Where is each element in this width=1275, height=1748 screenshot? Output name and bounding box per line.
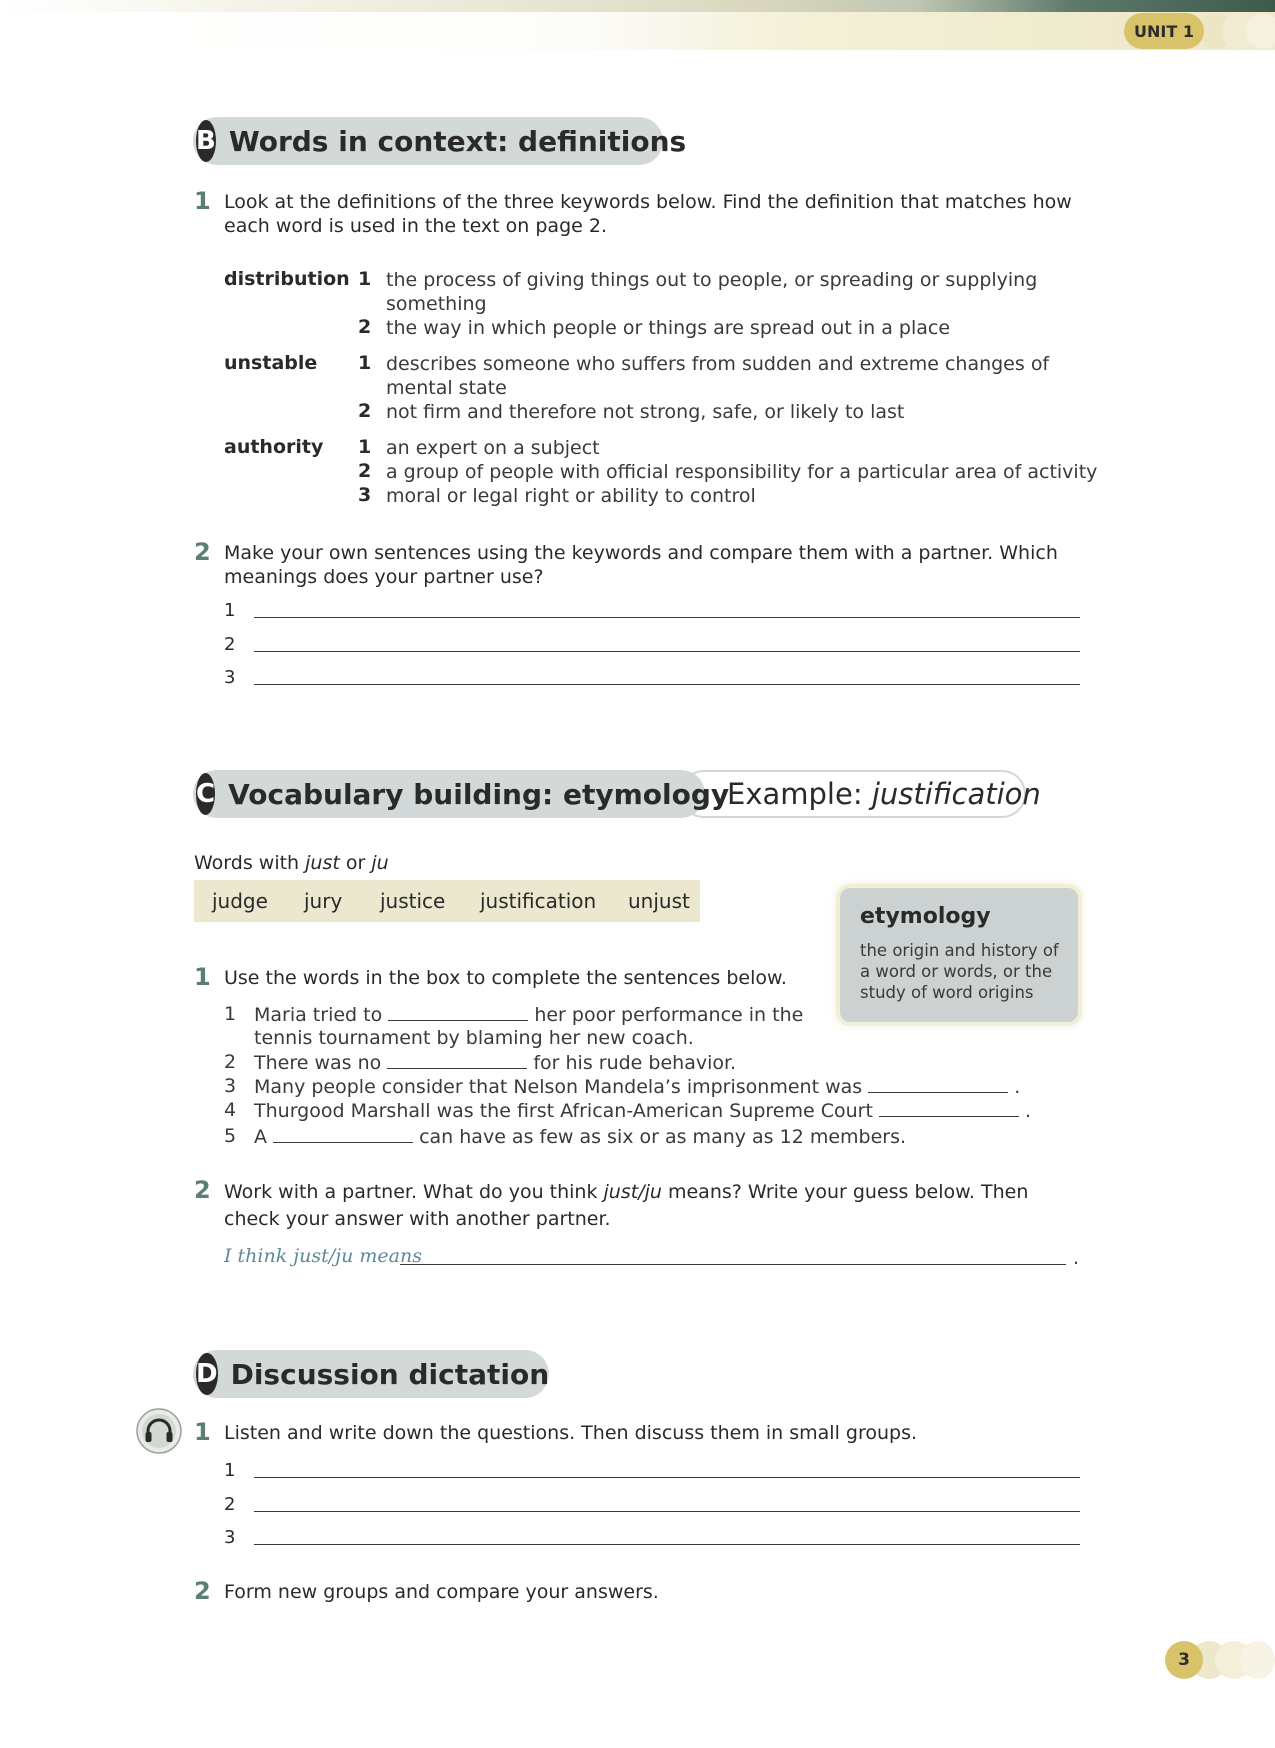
word-box-item: judge <box>212 889 268 913</box>
instruction-line: Make your own sentences using the keywords and compare them with a partner. Which <box>224 542 1058 564</box>
instruction-line: meanings does your partner use? <box>224 566 544 588</box>
answer-line[interactable] <box>254 1511 1080 1512</box>
words-with-ju: ju <box>371 852 389 874</box>
word-box-item: justification <box>480 889 597 913</box>
instruction-line: check your answer with another partner. <box>224 1208 611 1230</box>
section-c-title: Vocabulary building: etymology <box>228 777 730 811</box>
words-with-text: Words with <box>194 852 306 874</box>
words-with-or: or <box>339 852 372 874</box>
word-box <box>194 880 700 922</box>
unit-badge: UNIT 1 <box>1124 13 1204 49</box>
etymology-definition-card <box>840 888 1078 1022</box>
sentence <box>254 1002 803 1027</box>
fill-in-blank[interactable] <box>868 1074 1008 1093</box>
example-word: justification <box>871 777 1041 811</box>
sense-number: 1 <box>358 436 372 458</box>
guess-prompt: I think just/ju means <box>224 1245 422 1267</box>
question-number: 2 <box>194 538 211 566</box>
answer-line[interactable] <box>254 617 1080 618</box>
question-number: 1 <box>194 963 211 991</box>
sentence-text: Many people consider that Nelson Mandela’s imprisonment was <box>254 1076 863 1098</box>
fill-in-blank[interactable] <box>273 1124 413 1143</box>
sentence-text: can have as few as six or as many as 12 members. <box>419 1126 907 1148</box>
example-pill <box>680 770 1041 818</box>
answer-line-number: 2 <box>224 634 236 655</box>
word-box-item: unjust <box>628 889 690 913</box>
answer-line[interactable] <box>254 651 1080 652</box>
section-letter-b: B <box>196 120 216 162</box>
section-b-title: Words in context: definitions <box>228 124 687 158</box>
words-with-label <box>194 851 389 875</box>
question-number: 2 <box>194 1176 211 1204</box>
sentence-text: There was no <box>254 1052 382 1074</box>
fill-in-blank[interactable] <box>879 1098 1019 1117</box>
keyword: unstable <box>224 352 318 374</box>
sense-number: 1 <box>358 268 372 290</box>
sentence <box>254 1098 1031 1123</box>
definition-text: an expert on a subject <box>386 437 600 459</box>
headphones-icon[interactable] <box>136 1408 182 1454</box>
instruction-fragment: just/ju <box>603 1181 662 1203</box>
section-c-heading <box>193 770 730 818</box>
sentence-text: . <box>1025 1100 1032 1122</box>
sentence-text: for his rude behavior. <box>533 1052 737 1074</box>
word-box-item: jury <box>304 889 343 913</box>
sentence-number: 2 <box>224 1051 237 1073</box>
example-prefix: Example: <box>727 777 872 811</box>
sentence-text: A <box>254 1126 267 1148</box>
instruction-fragment: means? Write your guess below. Then <box>661 1181 1029 1203</box>
definition-text: a group of people with official responsibility for a particular area of activity <box>386 461 1098 483</box>
instruction-line <box>224 1179 1028 1206</box>
definition-line: describes someone who suffers from sudden and extreme changes of <box>386 353 1050 375</box>
instruction-text: Listen and write down the questions. Then discuss them in small groups. <box>224 1422 918 1444</box>
instruction-text <box>224 1179 1028 1233</box>
page-number: 3 <box>1165 1641 1203 1679</box>
instruction-text: Use the words in the box to complete the sentences below. <box>224 967 787 989</box>
section-letter-d: D <box>196 1353 218 1395</box>
top-banner-fade <box>0 12 1275 50</box>
question-number: 1 <box>194 187 211 215</box>
definition-text <box>386 268 1037 316</box>
section-b-heading <box>193 117 687 165</box>
sentence-text: . <box>1014 1076 1021 1098</box>
instruction-text <box>224 541 1058 589</box>
etymology-card-body: the origin and history of a word or words, or the study of word origins <box>860 941 1059 1002</box>
sense-number: 2 <box>358 400 372 422</box>
sense-number: 1 <box>358 352 372 374</box>
answer-line-number: 1 <box>224 1460 236 1481</box>
section-d-heading <box>193 1350 549 1398</box>
definition-line: mental state <box>386 377 507 399</box>
instruction-fragment: Work with a partner. What do you think <box>224 1181 604 1203</box>
question-number: 2 <box>194 1577 211 1605</box>
sentence-number: 5 <box>224 1125 237 1147</box>
sentence <box>254 1124 906 1149</box>
definition-line: something <box>386 293 487 315</box>
answer-line[interactable] <box>254 684 1080 685</box>
definition-text: the way in which people or things are spread out in a place <box>386 317 951 339</box>
sentence-number: 4 <box>224 1099 237 1121</box>
instruction-line: Look at the definitions of the three keywords below. Find the definition that matches how <box>224 191 1072 213</box>
definition-text: not firm and therefore not strong, safe, or likely to last <box>386 401 905 423</box>
sense-number: 2 <box>358 316 372 338</box>
etymology-card-title: etymology <box>860 904 991 929</box>
sentence-text: Thurgood Marshall was the first African-American Supreme Court <box>254 1100 873 1122</box>
section-d-title: Discussion dictation <box>230 1357 550 1391</box>
sense-number: 3 <box>358 484 372 506</box>
answer-line-number: 1 <box>224 600 236 621</box>
section-letter-c: C <box>196 773 215 815</box>
answer-line[interactable] <box>254 1477 1080 1478</box>
answer-line[interactable] <box>254 1544 1080 1545</box>
instruction-text: Form new groups and compare your answers. <box>224 1581 659 1603</box>
guess-answer-line[interactable] <box>400 1264 1066 1265</box>
sentence <box>254 1074 1020 1099</box>
sentence-text: her poor performance in the <box>534 1004 804 1026</box>
decorative-circle <box>1240 1641 1275 1679</box>
definition-text: moral or legal right or ability to control <box>386 485 756 507</box>
answer-line-number: 3 <box>224 667 236 688</box>
answer-line-number: 2 <box>224 1494 236 1515</box>
sentence-text: Maria tried to <box>254 1004 383 1026</box>
definition-line: the process of giving things out to people, or spreading or supplying <box>386 269 1038 291</box>
word-box-item: justice <box>380 889 446 913</box>
sentence-number: 3 <box>224 1075 237 1097</box>
sentence <box>254 1050 736 1075</box>
keyword: authority <box>224 436 324 458</box>
definition-text <box>386 352 1049 400</box>
sentence-continuation: tennis tournament by blaming her new coach. <box>254 1027 694 1049</box>
fill-in-blank[interactable] <box>388 1002 528 1021</box>
words-with-just: just <box>305 852 340 874</box>
guess-end-period: . <box>1073 1247 1080 1269</box>
instruction-text <box>224 190 1072 238</box>
decorative-circle <box>1246 13 1275 49</box>
sense-number: 2 <box>358 460 372 482</box>
sentence-number: 1 <box>224 1003 237 1025</box>
instruction-line: each word is used in the text on page 2. <box>224 215 607 237</box>
keyword: distribution <box>224 268 350 290</box>
example-label <box>727 777 1041 811</box>
fill-in-blank[interactable] <box>387 1050 527 1069</box>
answer-line-number: 3 <box>224 1527 236 1548</box>
question-number: 1 <box>194 1418 211 1446</box>
